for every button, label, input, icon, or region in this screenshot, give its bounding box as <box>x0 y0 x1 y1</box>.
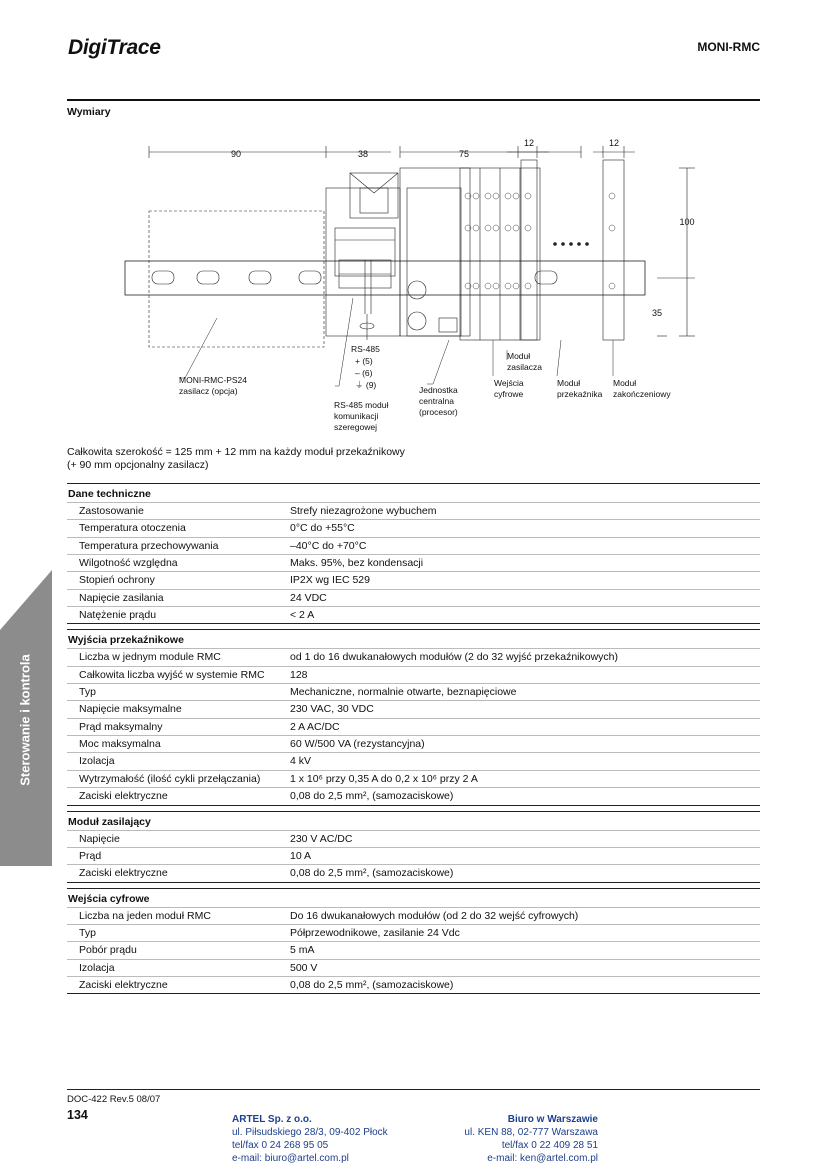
table-row <box>67 648 760 665</box>
section-title: Wymiary <box>67 106 111 118</box>
label-comm: RS-485 moduł <box>334 400 389 410</box>
rs485-ground: ⏚ (9) <box>355 380 377 390</box>
table-row <box>67 666 760 683</box>
office-name: Biuro w Warszawie <box>507 1114 598 1125</box>
spec-value: 500 V <box>290 961 318 974</box>
table-row <box>67 976 760 993</box>
spec-value: 128 <box>290 668 308 681</box>
table-row <box>67 519 760 536</box>
label-relay: Moduł <box>557 378 581 388</box>
company-name: ARTEL Sp. z o.o. <box>232 1114 312 1125</box>
spec-key: Wilgotność względna <box>79 557 178 570</box>
label-relay-2: przekaźnika <box>557 389 603 399</box>
label-cpu-2: centralna <box>419 396 454 406</box>
width-note-line2: (+ 90 mm opcjonalny zasilacz) <box>67 459 209 471</box>
spec-value: 2 A AC/DC <box>290 720 340 733</box>
rs485-plus: + (5) <box>355 356 373 366</box>
table-row <box>67 924 760 941</box>
table-row <box>67 959 760 976</box>
dim-12-relay: 12 <box>523 138 535 148</box>
label-psu-desc: zasilacz (opcja) <box>179 386 238 396</box>
label-digital-in: Wejścia <box>494 378 524 388</box>
label-digital-in-2: cyfrowe <box>494 389 524 399</box>
spec-key: Liczba na jeden moduł RMC <box>79 909 211 922</box>
spec-value: 5 mA <box>290 944 315 957</box>
office-email: e-mail: ken@artel.com.pl <box>487 1153 598 1164</box>
table-row <box>67 787 760 804</box>
spec-value: 0,08 do 2,5 mm², (samozaciskowe) <box>290 867 454 880</box>
table-row <box>67 735 760 752</box>
table-row <box>67 589 760 606</box>
spec-value: 230 VAC, 30 VDC <box>290 703 374 716</box>
dim-75: 75 <box>458 149 470 159</box>
dim-100: 100 <box>679 217 695 227</box>
office-street: ul. KEN 88, 02-777 Warszawa <box>464 1127 598 1138</box>
group-title: Dane techniczne <box>67 483 760 502</box>
spec-key: Natężenie prądu <box>79 609 157 622</box>
spec-key: Moc maksymalna <box>79 738 161 751</box>
spec-key: Typ <box>79 686 96 699</box>
address-plock <box>232 1113 388 1165</box>
width-note <box>67 446 405 472</box>
spec-key: Zaciski elektryczne <box>79 867 168 880</box>
table-row <box>67 606 760 623</box>
address-email: e-mail: biuro@artel.com.pl <box>232 1153 349 1164</box>
spec-value: Maks. 95%, bez kondensacji <box>290 557 424 570</box>
spec-key: Napięcie <box>79 832 120 845</box>
dimension-diagram <box>67 128 760 438</box>
spec-key: Zastosowanie <box>79 505 144 517</box>
spec-value: 0,08 do 2,5 mm², (samozaciskowe) <box>290 790 454 803</box>
spec-key: Pobór prądu <box>79 944 137 957</box>
spec-key: Napięcie zasilania <box>79 591 164 604</box>
group-title: Moduł zasilający <box>67 811 760 830</box>
label-cpu: Jednostka <box>419 385 458 395</box>
spec-key: Całkowita liczba wyjść w systemie RMC <box>79 668 265 681</box>
doc-code: DOC-422 Rev.5 08/07 <box>67 1094 161 1105</box>
spec-key: Prąd <box>79 849 102 862</box>
spec-key: Temperatura otoczenia <box>79 522 186 535</box>
office-phone: tel/fax 0 22 409 28 51 <box>501 1140 598 1151</box>
spec-value: IP2X wg IEC 529 <box>290 574 370 587</box>
spec-key: Wytrzymałość (ilość cykli przełączania) <box>79 772 261 785</box>
spec-key: Liczba w jednym module RMC <box>79 651 221 664</box>
spec-value: 4 kV <box>290 755 312 768</box>
dim-90: 90 <box>230 149 242 159</box>
spec-value: 10 A <box>290 849 312 862</box>
rs485-title: RS-485 <box>351 344 380 354</box>
spec-value: < 2 A <box>290 609 315 622</box>
label-end: Moduł <box>613 378 637 388</box>
spec-value: Półprzewodnikowe, zasilanie 24 Vdc <box>290 926 460 939</box>
address-phone: tel/fax 0 24 268 95 05 <box>232 1140 329 1151</box>
rs485-minus: – (6) <box>355 368 373 378</box>
model-name: MONI-RMC <box>697 40 760 54</box>
spec-value: Do 16 dwukanałowych modułów (od 2 do 32 wejść cyfrowych) <box>290 909 579 922</box>
table-row <box>67 554 760 571</box>
page-number: 134 <box>67 1108 88 1122</box>
label-supply-2: zasilacza <box>507 362 542 372</box>
table-row <box>67 941 760 958</box>
table-row <box>67 700 760 717</box>
table-row <box>67 537 760 554</box>
table-row <box>67 718 760 735</box>
table-row <box>67 770 760 787</box>
table-row <box>67 830 760 847</box>
label-cpu-3: (procesor) <box>419 407 458 417</box>
table-row <box>67 571 760 588</box>
address-warsaw <box>464 1113 598 1165</box>
brand-logo: DigiTrace <box>68 36 161 59</box>
spec-value: Mechaniczne, normalnie otwarte, beznapięciowe <box>290 686 517 699</box>
spec-key: Stopień ochrony <box>79 574 155 587</box>
label-end-2: zakończeniowy <box>613 389 671 399</box>
side-tab-label: Sterowanie i kontrola <box>17 654 33 786</box>
table-row <box>67 752 760 769</box>
table-row <box>67 683 760 700</box>
group-divider <box>67 993 760 999</box>
table-row <box>67 864 760 881</box>
dim-12-end: 12 <box>608 138 620 148</box>
spec-value: Strefy niezagrożone wybuchem <box>290 505 437 517</box>
footer-rule <box>67 1089 760 1090</box>
label-comm-3: szeregowej <box>334 422 377 432</box>
spec-value: 230 V AC/DC <box>290 832 353 845</box>
spec-value: od 1 do 16 dwukanałowych modułów (2 do 32 wyjść przekaźnikowych) <box>290 651 619 664</box>
dim-35: 35 <box>651 308 663 318</box>
spec-table <box>67 483 760 999</box>
spec-key: Zaciski elektryczne <box>79 790 168 803</box>
label-psu: MONI-RMC-PS24 <box>179 375 248 385</box>
label-comm-2: komunikacji <box>334 411 379 421</box>
group-title: Wyjścia przekaźnikowe <box>67 629 760 648</box>
group-title: Wejścia cyfrowe <box>67 888 760 907</box>
label-supply: Moduł <box>507 351 531 361</box>
spec-value: 24 VDC <box>290 591 327 604</box>
spec-value: 1 x 10⁶ przy 0,35 A do 0,2 x 10⁶ przy 2 A <box>290 772 478 785</box>
spec-key: Typ <box>79 926 96 939</box>
table-row <box>67 502 760 519</box>
spec-value: 0,08 do 2,5 mm², (samozaciskowe) <box>290 978 454 991</box>
spec-key: Zaciski elektryczne <box>79 978 168 991</box>
table-row <box>67 907 760 924</box>
spec-key: Izolacja <box>79 961 115 974</box>
dim-38: 38 <box>357 149 369 159</box>
spec-value: –40°C do +70°C <box>290 539 367 552</box>
width-note-line1: Całkowita szerokość = 125 mm + 12 mm na każdy moduł przekaźnikowy <box>67 446 405 458</box>
spec-key: Izolacja <box>79 755 115 768</box>
header-rule <box>67 99 760 101</box>
spec-key: Temperatura przechowywania <box>79 539 219 552</box>
spec-key: Prąd maksymalny <box>79 720 163 733</box>
address-street: ul. Piłsudskiego 28/3, 09-402 Płock <box>232 1127 388 1138</box>
spec-value: 60 W/500 VA (rezystancyjna) <box>290 738 425 751</box>
spec-value: 0°C do +55°C <box>290 522 355 535</box>
spec-key: Napięcie maksymalne <box>79 703 182 716</box>
table-row <box>67 847 760 864</box>
